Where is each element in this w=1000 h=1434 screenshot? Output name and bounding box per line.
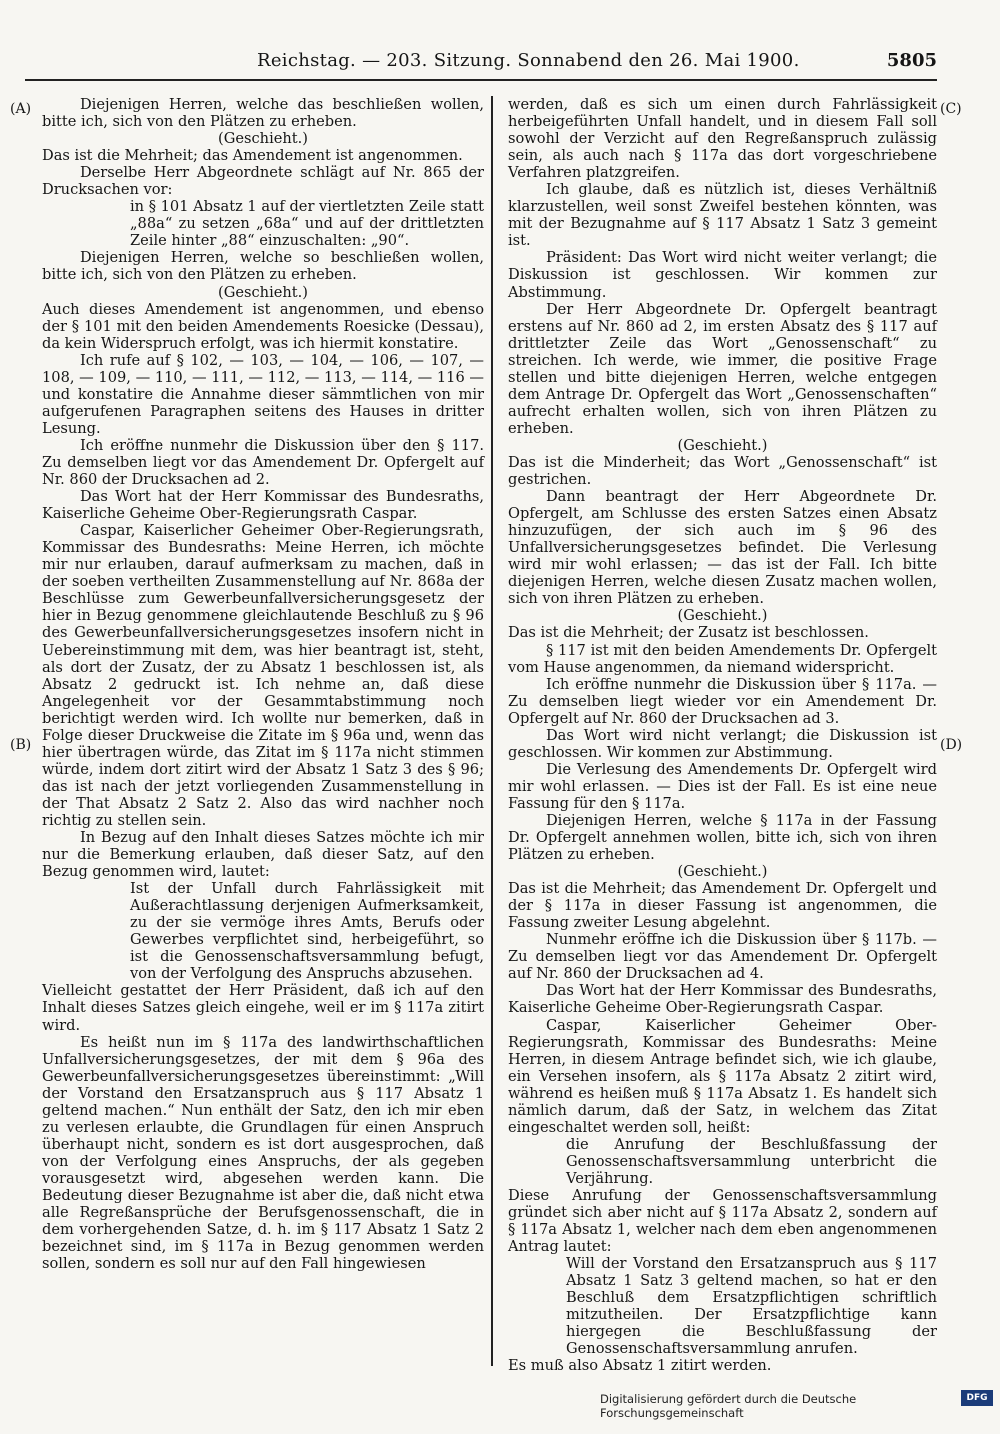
digitization-credit: Digitalisierung gefördert durch die Deutsche Forschungsgemeinschaft bbox=[600, 1392, 857, 1420]
paragraph: Diejenigen Herren, welche das beschließen wollen, bitte ich, sich von den Plätzen zu erheben. bbox=[42, 96, 484, 131]
quoted-motion: in § 101 Absatz 1 auf der viertletzten Zeile statt „88a“ zu setzen „68a“ und auf der drittletzten Zeile hinter „88“ einzuschalten: „90“. bbox=[130, 198, 485, 250]
paragraph: Es muß also Absatz 1 zitirt werden. bbox=[508, 1357, 772, 1375]
right-column bbox=[508, 96, 937, 1375]
paragraph: Es heißt nun im § 117a des landwirthschaftlichen Unfallversicherungsgesetzes, der mit dem § 96a des Gewerbeunfallversicherungsgesetzes übereinstimmt: „Will der Vorstand den Ersatzanspruch aus § 117 Absatz 1 geltend machen.“ Nun enthält der Satz, den ich mir eben zu verlesen erlaubte, die Grundlagen für einen Anspruch überhaupt nicht, sondern es ist dort ausgesprochen, daß von der Verfolgung eines Anspruchs, der als gegeben vorausgesetzt wird, abgesehen werden kann. Die Bedeutung dieser Bezugnahme ist aber die, daß nicht etwa alle Regreßansprüche der Berufsgenossenschaft, die in dem vorhergehenden Satze, d. h. im § 117 Absatz 1 Satz 2 bezeichnet sind, im § 117a in Bezug genommen werden sollen, sondern es soll nur auf den Fall hingewiesen bbox=[42, 1033, 484, 1273]
margin-marker-a: (A) bbox=[10, 101, 32, 117]
paragraph: Die Verlesung des Amendements Dr. Opfergelt wird mir wohl erlassen. — Dies ist der Fall. Es ist eine neue Fassung für den § 117a. bbox=[508, 760, 937, 812]
paragraph: Das ist die Mehrheit; das Amendement Dr. Opfergelt und der § 117a in dieser Fassung ist angenommen, die Fassung zweiter Lesung abgelehnt. bbox=[508, 880, 937, 932]
paragraph: Das Wort hat der Herr Kommissar des Bundesraths, Kaiserliche Geheime Ober-Regierungsrath Caspar. bbox=[42, 488, 484, 523]
paragraph: Das ist die Mehrheit; das Amendement ist angenommen. bbox=[42, 147, 463, 165]
quoted-law-text: Ist der Unfall durch Fahrlässigkeit mit Außerachtlassung derjenigen Aufmerksamkeit, zu der sie vermöge ihres Amts, Berufs oder Gewerbes verpflichtet sind, herbeigeführt, so ist die Genossenschaftsversammlung befugt, von der Verfolgung des Anspruchs abzusehen. bbox=[130, 880, 484, 983]
paragraph: Vielleicht gestattet der Herr Präsident, daß ich auf den Inhalt dieses Satzes gleich eingehe, weil er im § 117a zitirt wird. bbox=[42, 982, 484, 1034]
paragraph: Das Wort wird nicht verlangt; die Diskussion ist geschlossen. Wir kommen zur Abstimmung. bbox=[508, 726, 937, 761]
stage-direction: (Geschieht.) bbox=[677, 863, 768, 881]
paragraph: Nunmehr eröffne ich die Diskussion über § 117b. — Zu demselben liegt vor das Amendement Dr. Opfergelt auf Nr. 860 der Drucksachen ad 4. bbox=[508, 931, 937, 983]
margin-marker-b: (B) bbox=[10, 737, 32, 753]
paragraph: Ich eröffne nunmehr die Diskussion über § 117a. — Zu demselben liegt wieder vor ein Amendement Dr. Opfergelt auf Nr. 860 der Drucksachen ad 3. bbox=[508, 675, 937, 727]
paragraph: Auch dieses Amendement ist angenommen, und ebenso der § 101 mit den beiden Amendements Roesicke (Dessau), da kein Widerspruch erfolgt, was ich hiermit konstatire. bbox=[42, 300, 484, 352]
stage-direction: (Geschieht.) bbox=[677, 436, 768, 454]
speech-caspar: Caspar, Kaiserlicher Geheimer Ober-Regierungsrath, Kommissar des Bundesraths: Meine Herren, in diesem Antrage befindet sich, wie ich glaube, ein Versehen insofern, als § 117a Absatz 2 zitirt wird, während es heißen muß § 117a Absatz 1. Es handelt sich nämlich darum, daß der Satz, in welchem das Zitat eingeschaltet werden soll, heißt: bbox=[508, 1016, 937, 1136]
stage-direction: (Geschieht.) bbox=[677, 607, 768, 625]
paragraph: Diese Anrufung der Genossenschaftsversammlung gründet sich aber nicht auf § 117a Absatz 2, sondern auf § 117a Absatz 1, welcher nach dem eben angenommenen Antrag lautet: bbox=[508, 1187, 937, 1256]
paragraph: Ich glaube, daß es nützlich ist, dieses Verhältniß klarzustellen, weil sonst Zweifel bestehen könnten, was mit der Bezugnahme auf § 117 Absatz 1 Satz 3 gemeint ist. bbox=[508, 181, 937, 250]
page-header bbox=[25, 50, 937, 80]
stage-direction: (Geschieht.) bbox=[218, 283, 308, 301]
paragraph: werden, daß es sich um einen durch Fahrlässigkeit herbeigeführten Unfall handelt, und in diesem Fall soll sowohl der Verzicht auf den Regreßanspruch zulässig sein, als auch nach § 117a das dort vorgeschriebene Verfahren platzgreifen. bbox=[508, 96, 937, 182]
paragraph: Der Herr Abgeordnete Dr. Opfergelt beantragt erstens auf Nr. 860 ad 2, im ersten Absatz des § 117 auf drittletzter Zeile das Wort „Genossenschaft“ zu streichen. Ich werde, wie immer, die positive Frage stellen und bitte diejenigen Herren, welche entgegen dem Antrage Dr. Opfergelt das Wort „Genossenschaften“ aufrecht erhalten wollen, sich von ihren Plätzen zu erheben. bbox=[508, 300, 937, 437]
speech-caspar: Caspar, Kaiserlicher Geheimer Ober-Regierungsrath, Kommissar des Bundesraths: Meine Herren, ich möchte mir nur erlauben, darauf aufmerksam zu machen, daß in der soeben vertheilten Zusammenstellung auf Nr. 868a der Beschlüsse zum Gewerbeunfallversicherungsgesetz der hier in Bezug genommene gleichlautende Beschluß zu § 96 des Gewerbeunfallversicherungsgesetzes insofern nicht in Uebereinstimmung mit dem, was hier beantragt ist, steht, als dort der Zusatz, der zu Absatz 1 beschlossen ist, als Absatz 2 gedruckt ist. Ich nehme an, daß diese Angelegenheit vor der Gesammtabstimmung noch berichtigt werden wird. Ich wollte nur bemerken, daß in Folge dieser Druckweise die Zitate im § 96a und, wenn das hier übertragen würde, das Zitat im § 117a nicht stimmen würde, indem dort zitirt wird der Absatz 1 Satz 3 des § 96; das ist nach der jetzt vorliegenden Zusammenstellung in der That Absatz 2 Satz 2. Also das wird nachher noch richtig zu stellen sein. bbox=[42, 522, 484, 829]
paragraph: Das ist die Minderheit; das Wort „Genossenschaft“ ist gestrichen. bbox=[508, 453, 937, 489]
left-column bbox=[42, 96, 484, 1272]
margin-marker-c: (C) bbox=[940, 101, 962, 117]
paragraph: Dann beantragt der Herr Abgeordnete Dr. Opfergelt, am Schlusse des ersten Satzes einen Absatz hinzuzufügen, der sich auch im § 96 des Unfallversicherungsgesetzes befindet. Die Verlesung wird mir wohl erlassen; — das ist der Fall. Ich bitte diejenigen Herren, welche diesen Zusatz machen wollen, sich von ihren Plätzen zu erheben. bbox=[508, 488, 937, 608]
page-number: 5805 bbox=[886, 50, 937, 71]
paragraph: Derselbe Herr Abgeordnete schlägt auf Nr. 865 der Drucksachen vor: bbox=[42, 164, 484, 199]
margin-marker-d: (D) bbox=[940, 737, 963, 753]
stage-direction: (Geschieht.) bbox=[218, 130, 308, 148]
header-rule bbox=[25, 79, 937, 81]
quoted-law-text: Will der Vorstand den Ersatzanspruch aus § 117 Absatz 1 Satz 3 geltend machen, so hat er den Beschluß dem Ersatzpflichtigen schriftlich mitzutheilen. Der Ersatzpflichtige kann hiergegen die Beschlußfassung der Genossenschaftsversammlung anrufen. bbox=[566, 1255, 937, 1358]
quoted-law-text: die Anrufung der Beschlußfassung der Genossenschaftsversammlung unterbricht die Verjährung. bbox=[566, 1135, 937, 1187]
speech-president: Präsident: Das Wort wird nicht weiter verlangt; die Diskussion ist geschlossen. Wir kommen zur Abstimmung. bbox=[508, 249, 937, 301]
paragraph: Das Wort hat der Herr Kommissar des Bundesraths, Kaiserliche Geheime Ober-Regierungsrath Caspar. bbox=[508, 982, 937, 1017]
paragraph: Das ist die Mehrheit; der Zusatz ist beschlossen. bbox=[508, 624, 869, 642]
running-title: Reichstag. — 203. Sitzung. Sonnabend den 26. Mai 1900. bbox=[257, 50, 800, 71]
paragraph: In Bezug auf den Inhalt dieses Satzes möchte ich mir nur die Bemerkung erlauben, daß dieser Satz, auf den Bezug genommen wird, lautet: bbox=[42, 829, 484, 881]
paragraph: Ich eröffne nunmehr die Diskussion über den § 117. Zu demselben liegt vor das Amendement Dr. Opfergelt auf Nr. 860 der Drucksachen ad 2. bbox=[42, 436, 484, 489]
paragraph: Diejenigen Herren, welche § 117a in der Fassung Dr. Opfergelt annehmen wollen, bitte ich, sich von ihren Plätzen zu erheben. bbox=[508, 811, 937, 864]
column-divider bbox=[491, 96, 493, 1366]
paragraph: Ich rufe auf § 102, — 103, — 104, — 106, — 107, — 108, — 109, — 110, — 111, — 112, — 113, — 114, — 116 — und konstatire die Annahme dieser sämmtlichen von mir aufgerufenen Paragraphen seitens des Hauses in dritter Lesung. bbox=[42, 351, 484, 437]
paragraph: § 117 ist mit den beiden Amendements Dr. Opfergelt vom Hause angenommen, da niemand widerspricht. bbox=[508, 641, 937, 676]
paragraph: Diejenigen Herren, welche so beschließen wollen, bitte ich, sich von den Plätzen zu erheben. bbox=[42, 249, 484, 284]
dfg-logo: DFG bbox=[961, 1390, 993, 1406]
